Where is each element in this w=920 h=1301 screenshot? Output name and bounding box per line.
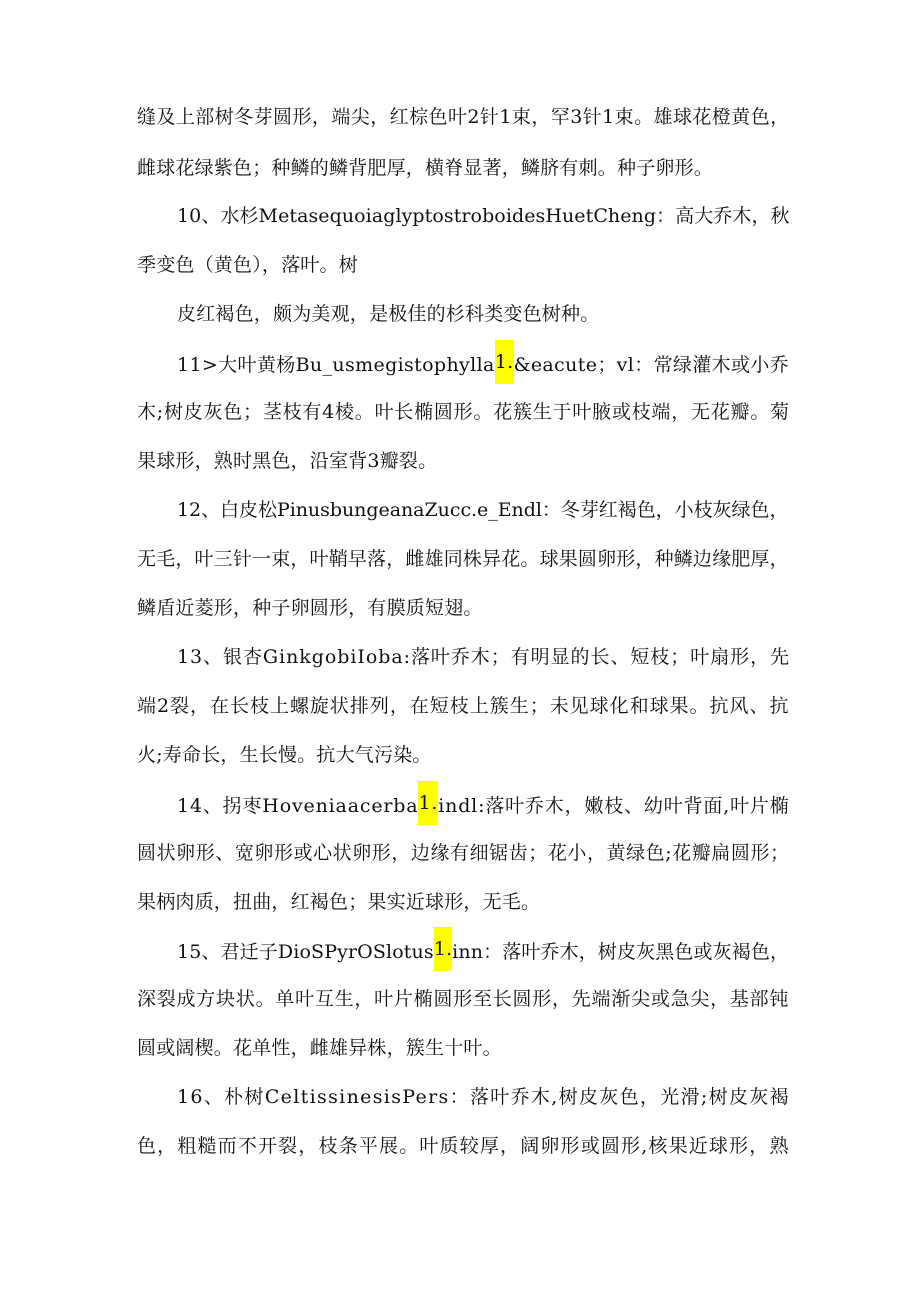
text-segment: 果球形，熟时黑色，沿室背3瓣裂。 [137, 450, 438, 472]
text-segment: 15、君迁子DioSPyrOSlotus [177, 941, 434, 963]
text-line [177, 201, 790, 231]
text-line [137, 446, 437, 476]
text-line [137, 102, 790, 132]
text-line [177, 789, 790, 825]
text-segment: 13、银杏GinkgobiIoba:落叶乔木；有明显的长、短枝；叶扇形，先 [177, 646, 791, 668]
text-line [137, 984, 789, 1014]
text-segment: 果柄肉质，扭曲，红褐色；果实近球形，无毛。 [137, 891, 541, 913]
text-segment: 14、拐枣Hoveniaacerba [177, 795, 419, 817]
text-segment: 雌球花绿紫色；种鳞的鳞背肥厚，横脊显著，鳞脐有刺。种子卵形。 [137, 157, 714, 179]
text-segment: 色，粗糙而不开裂，枝条平展。叶质较厚，阔卵形或圆形,核果近球形，熟 [137, 1135, 790, 1157]
text-line [177, 495, 788, 525]
text-line [177, 1082, 790, 1112]
text-line [137, 153, 713, 183]
text-segment: 火;寿命长，生长慢。抗大气污染。 [137, 744, 432, 766]
text-segment: 皮红褐色，颇为美观，是极佳的杉科类变色树种。 [177, 303, 600, 325]
text-segment: 端2裂，在长枝上螺旋状排列，在短枝上簇生；未见球化和球果。抗风、抗 [137, 695, 790, 717]
text-segment: 无毛，叶三针一束，叶鞘早落，雌雄同株异花。球果圆卵形，种鳞边缘肥厚， [137, 548, 789, 570]
text-segment: 深裂成方块状。单叶互生，叶片椭圆形至长圆形，先端渐尖或急尖，基部钝 [137, 988, 790, 1010]
text-segment: 木;树皮灰色；茎枝有4棱。叶长椭圆形。花簇生于叶腋或枝端，无花瓣。菊 [137, 401, 790, 423]
text-line [137, 250, 358, 280]
text-line [177, 935, 789, 971]
text-line [137, 887, 540, 917]
text-line [137, 593, 483, 623]
text-line [177, 348, 789, 384]
text-segment: 缝及上部树冬芽圆形，端尖，红棕色叶2针1束，罕3针1束。雄球花橙黄色， [137, 106, 790, 128]
text-line [137, 544, 789, 574]
text-segment: 圆或阔楔。花单性，雌雄异株，簇生十叶。 [137, 1037, 502, 1059]
text-segment: inn：落叶乔木，树皮灰黑色或灰褐色， [452, 941, 790, 963]
text-line [177, 299, 599, 329]
highlighted-text: 1. [418, 781, 438, 825]
text-line [137, 1131, 790, 1161]
text-segment: 11>大叶黄杨Bu_usmegistophylla [177, 354, 495, 376]
text-segment: 季变色（黄色），落叶。树 [137, 254, 358, 276]
text-line [177, 642, 790, 672]
text-segment: 10、水杉MetasequoiaglyptostroboidesHuetCheng：高大乔木，秋 [177, 205, 790, 227]
text-line [137, 691, 789, 721]
text-line [137, 740, 432, 770]
text-segment: indl:落叶乔木，嫩枝、幼叶背面,叶片椭 [438, 795, 790, 817]
text-line [137, 838, 790, 868]
text-segment: &eacute；vl：常绿灌木或小乔 [513, 354, 790, 376]
text-segment: 鳞盾近菱形，种子卵圆形，有膜质短翅。 [137, 597, 483, 619]
text-line [137, 1033, 502, 1063]
text-segment: 圆状卵形、宽卵形或心状卵形，边缘有细锯齿；花小，黄绿色;花瓣扁圆形； [137, 842, 790, 864]
text-segment: 12、白皮松PinusbungeanaZucc.e_Endl：冬芽红褐色，小枝灰绿色， [177, 499, 789, 521]
highlighted-text: 1. [434, 927, 452, 971]
text-line [137, 397, 790, 427]
highlighted-text: 1. [495, 340, 514, 384]
text-segment: 16、朴树CeltissinesisPers：落叶乔木,树皮灰色，光滑;树皮灰褐 [177, 1086, 790, 1108]
